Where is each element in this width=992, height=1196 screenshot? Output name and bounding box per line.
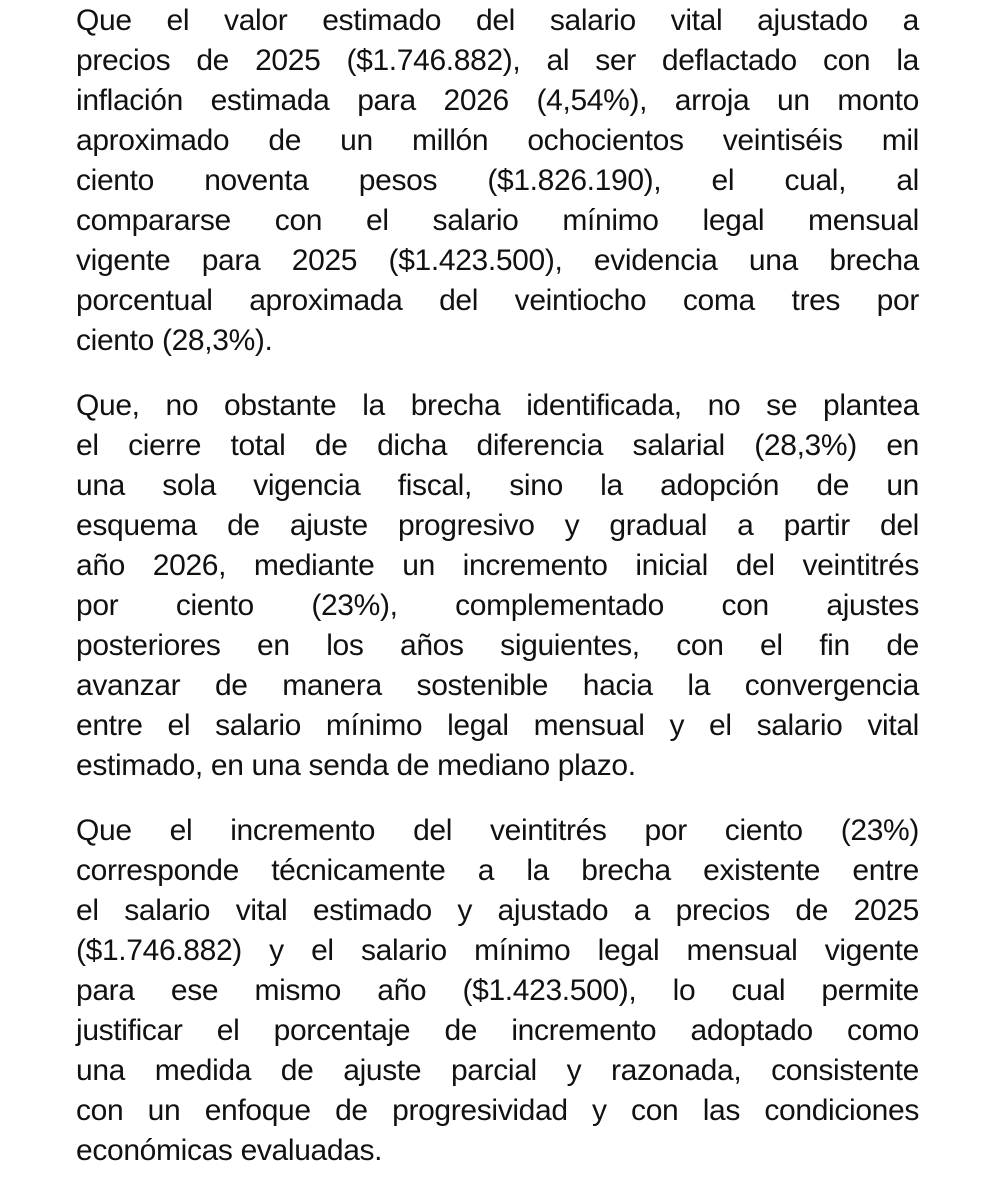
text-line: ($1.746.882) y el salario mínimo legal mensual vigente <box>76 934 919 967</box>
text-line: precios de 2025 ($1.746.882), al ser deflactado con la <box>76 44 919 77</box>
text-line: porcentual aproximada del veintiocho coma tres por <box>76 284 919 317</box>
text-line: para ese mismo año ($1.423.500), lo cual permite <box>76 974 919 1007</box>
text-line: con un enfoque de progresividad y con las condiciones <box>76 1094 919 1127</box>
text-line: aproximado de un millón ochocientos veintiséis mil <box>76 124 919 157</box>
text-line: inflación estimada para 2026 (4,54%), arroja un monto <box>76 84 919 117</box>
text-line: posteriores en los años siguientes, con el fin de <box>76 629 919 662</box>
paragraph-3 <box>76 811 919 1171</box>
text-line: una sola vigencia fiscal, sino la adopción de un <box>76 469 919 502</box>
text-line: compararse con el salario mínimo legal mensual <box>76 204 919 237</box>
paragraph-1 <box>76 1 919 361</box>
text-line: Que, no obstante la brecha identificada, no se plantea <box>76 389 919 422</box>
text-line: una medida de ajuste parcial y razonada, consistente <box>76 1054 919 1087</box>
text-line: avanzar de manera sostenible hacia la convergencia <box>76 669 919 702</box>
text-line: año 2026, mediante un incremento inicial del veintitrés <box>76 549 919 582</box>
text-line: ciento noventa pesos ($1.826.190), el cual, al <box>76 164 919 197</box>
text-line: esquema de ajuste progresivo y gradual a partir del <box>76 509 919 542</box>
text-line: económicas evaluadas. <box>76 1134 383 1167</box>
document-body <box>76 1 919 1196</box>
text-line: estimado, en una senda de mediano plazo. <box>76 749 636 782</box>
text-line: entre el salario mínimo legal mensual y el salario vital <box>76 709 919 742</box>
paragraph-2 <box>76 386 919 786</box>
text-line: por ciento (23%), complementado con ajustes <box>76 589 919 622</box>
text-line: corresponde técnicamente a la brecha existente entre <box>76 854 919 887</box>
text-line: justificar el porcentaje de incremento adoptado como <box>76 1014 919 1047</box>
text-line: vigente para 2025 ($1.423.500), evidencia una brecha <box>76 244 919 277</box>
text-line: ciento (28,3%). <box>76 324 273 357</box>
text-line: el salario vital estimado y ajustado a precios de 2025 <box>76 894 919 927</box>
text-line: Que el valor estimado del salario vital ajustado a <box>76 4 919 37</box>
text-line: Que el incremento del veintitrés por ciento (23%) <box>76 814 919 847</box>
text-line: el cierre total de dicha diferencia salarial (28,3%) en <box>76 429 919 462</box>
